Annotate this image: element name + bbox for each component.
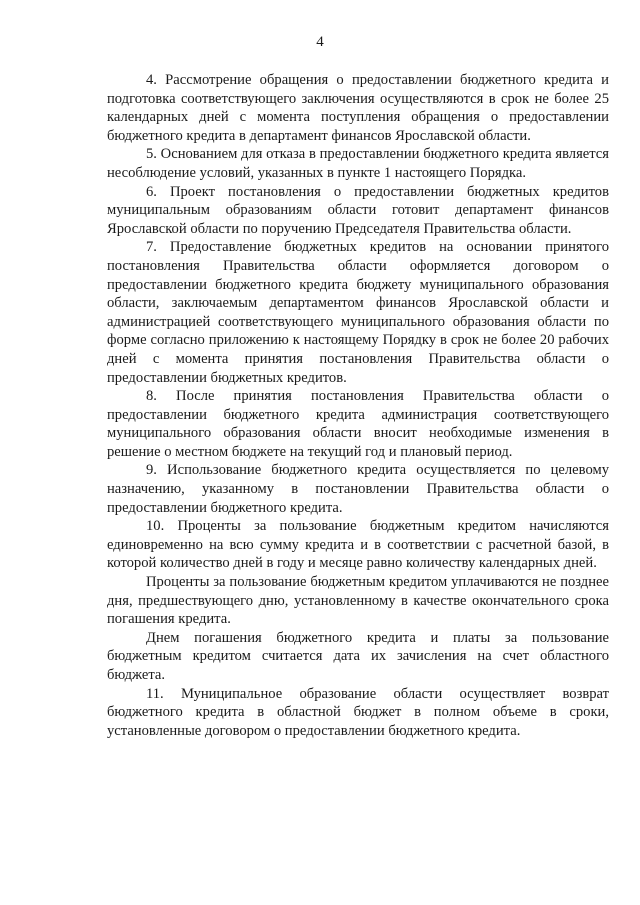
paragraph-item-10: 10. Проценты за пользование бюджетным кредитом начисляются единовременно на всю сумму кредита и в соответствии с расчетной базой, в которой количество дней в году и месяце равно количеству календарных дней. [107,518,609,572]
paragraph-item-11: 11. Муниципальное образование области осуществляет возврат бюджетного кредита в областной бюджет в полном объеме в сроки, установленные договором о предоставлении бюджетного кредита. [107,685,609,739]
paragraph-item-6: 6. Проект постановления о предоставлении бюджетных кредитов муниципальным образованиям области готовит департамент финансов Ярославской области по поручению Председателя Правительства области. [107,183,609,237]
paragraph-repayment-date: Днем погашения бюджетного кредита и платы за пользование бюджетным кредитом считается дата их зачисления на счет областного бюджета. [107,629,609,683]
document-body [107,71,609,740]
paragraph-item-8: 8. После принятия постановления Правительства области о предоставлении бюджетного кредита администрация соответствующего муниципального образования области вносит необходимые изменения в решение о местном бюджете на текущий год и плановый период. [107,388,609,460]
paragraph-item-7: 7. Предоставление бюджетных кредитов на основании принятого постановления Правительства области оформляется договором о предоставлении бюджетного кредита бюджету муниципального образования области, заключаемым департаментом финансов Ярославской области и администрацией соответствующего муниципального образования области по форме согласно приложению к настоящему Порядку в срок не более 20 рабочих дней с момента принятия постановления Правительства области о предоставлении бюджетных кредитов. [107,239,609,386]
paragraph-interest-payment: Проценты за пользование бюджетным кредитом уплачиваются не позднее дня, предшествующего дню, установленному в качестве окончательного срока погашения кредита. [107,574,609,628]
page-number: 4 [316,34,324,50]
paragraph-item-9: 9. Использование бюджетного кредита осуществляется по целевому назначению, указанному в постановлении Правительства области о предоставлении бюджетного кредита. [107,462,609,516]
paragraph-item-5: 5. Основанием для отказа в предоставлении бюджетного кредита является несоблюдение условий, указанных в пункте 1 настоящего Порядка. [107,146,609,181]
paragraph-item-4: 4. Рассмотрение обращения о предоставлении бюджетного кредита и подготовка соответствующего заключения осуществляются в срок не более 25 календарных дней с момента поступления обращения о предоставлении бюджетного кредита в департамент финансов Ярославской области. [107,72,609,144]
